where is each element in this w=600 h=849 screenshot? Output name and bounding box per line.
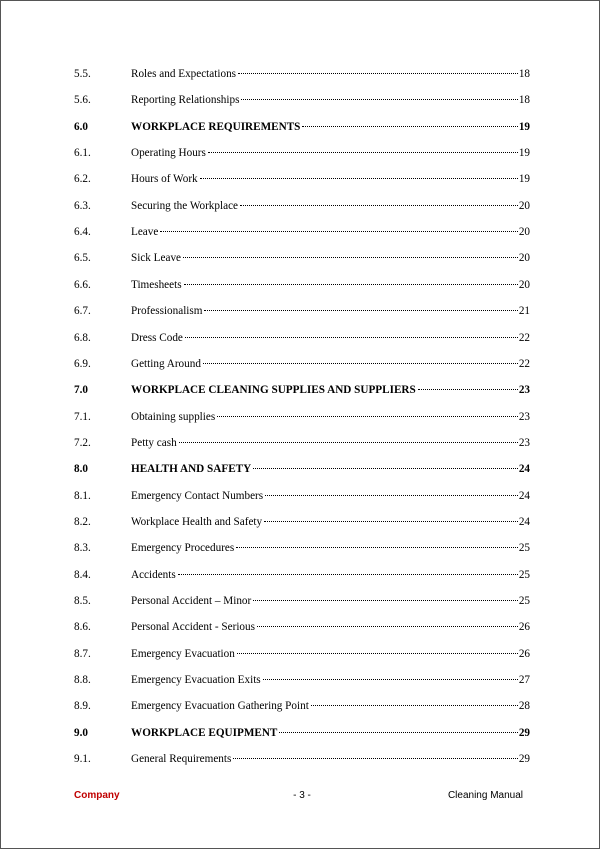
toc-entry[interactable] [74, 618, 530, 636]
toc-entry[interactable] [74, 170, 530, 188]
toc-entry[interactable] [74, 91, 530, 109]
toc-entry[interactable] [74, 118, 530, 136]
footer-page-number: - 3 - [293, 790, 311, 801]
toc-entry-title: Roles and Expectations [131, 68, 237, 80]
toc-entry-title: Securing the Workplace [131, 199, 239, 212]
toc-dot-leader [311, 705, 518, 706]
toc-entry-line [131, 592, 530, 610]
toc-entry-line [131, 618, 530, 636]
toc-entry-page: 24 [518, 463, 530, 476]
toc-entry[interactable] [74, 434, 530, 452]
toc-entry-title: Personal Accident – Minor [131, 595, 252, 607]
toc-entry[interactable] [74, 249, 530, 267]
toc-entry[interactable] [74, 487, 530, 505]
toc-entry[interactable] [74, 355, 530, 373]
toc-entry-number: 6.5. [74, 252, 91, 265]
toc-dot-leader [257, 626, 518, 627]
toc-entry-title: Personal Accident - Serious [131, 621, 255, 634]
toc-entry-line [131, 355, 530, 373]
toc-entry-page: 21 [518, 305, 530, 318]
toc-dot-leader [240, 205, 518, 206]
toc-entry-title: Reporting Relationships [131, 94, 240, 107]
toc-entry-title: Emergency Evacuation Exits [131, 674, 261, 687]
toc-dot-leader [237, 653, 518, 654]
toc-entry-page: 19 [518, 120, 530, 133]
toc-entry-title: Emergency Procedures [131, 542, 235, 555]
toc-entry-number: 8.0 [74, 463, 88, 476]
toc-entry-title: Leave [131, 226, 159, 239]
toc-entry-number: 6.3. [74, 199, 91, 212]
toc-entry-line [131, 276, 530, 294]
toc-entry-number: 9.1. [74, 753, 91, 766]
toc-entry-line [131, 223, 530, 241]
toc-dot-leader [253, 468, 518, 469]
toc-entry[interactable] [74, 566, 530, 584]
toc-dot-leader [253, 600, 518, 601]
toc-dot-leader [203, 363, 518, 364]
toc-dot-leader [208, 152, 518, 153]
toc-entry-page: 27 [518, 674, 530, 687]
toc-entry-number: 8.6. [74, 621, 91, 634]
toc-entry-number: 5.5. [74, 68, 91, 80]
toc-entry-title: WORKPLACE EQUIPMENT [131, 726, 278, 739]
toc-entry-title: Getting Around [131, 357, 201, 370]
toc-entry-page: 18 [518, 68, 530, 80]
toc-entry-page: 28 [518, 700, 530, 713]
toc-entry[interactable] [74, 592, 530, 610]
toc-entry-title: Timesheets [131, 278, 182, 291]
toc-entry[interactable] [74, 329, 530, 347]
toc-dot-leader [185, 337, 518, 338]
toc-entry-line [131, 329, 530, 347]
toc-entry-line [131, 487, 530, 505]
toc-entry-number: 8.3. [74, 542, 91, 555]
toc-entry[interactable] [74, 697, 530, 715]
toc-entry-page: 29 [518, 726, 530, 739]
toc-entry-title: HEALTH AND SAFETY [131, 463, 252, 476]
toc-entry-page: 24 [518, 515, 530, 528]
toc-entry-title: Accidents [131, 568, 176, 581]
toc-entry[interactable] [74, 671, 530, 689]
toc-entry-page: 25 [518, 542, 530, 555]
toc-dot-leader [179, 442, 518, 443]
toc-entry-page: 23 [518, 384, 530, 397]
toc-entry-number: 6.2. [74, 173, 91, 186]
toc-entry-number: 5.6. [74, 94, 91, 107]
toc-entry[interactable] [74, 539, 530, 557]
footer-document-name: Cleaning Manual [447, 790, 523, 801]
toc-dot-leader [279, 732, 517, 733]
toc-entry-page: 22 [518, 331, 530, 344]
toc-entry-page: 26 [518, 647, 530, 660]
toc-entry-title: Sick Leave [131, 252, 182, 265]
toc-entry[interactable] [74, 513, 530, 531]
toc-entry-title: Dress Code [131, 331, 183, 344]
toc-entry[interactable] [74, 65, 530, 83]
toc-entry-number: 6.1. [74, 147, 91, 160]
toc-entry[interactable] [74, 750, 530, 768]
toc-entry-page: 18 [518, 94, 530, 107]
toc-entry-title: General Requirements [131, 753, 232, 766]
toc-entry-page: 19 [518, 147, 530, 160]
toc-entry-number: 8.8. [74, 674, 91, 687]
toc-entry-line [131, 381, 530, 399]
toc-entry-title: Emergency Evacuation Gathering Point [131, 700, 309, 713]
toc-entry-title: Emergency Evacuation [131, 647, 235, 660]
toc-entry-line [131, 539, 530, 557]
toc-entry[interactable] [74, 645, 530, 663]
toc-entry-number: 8.1. [74, 489, 91, 502]
toc-entry-line [131, 645, 530, 663]
toc-dot-leader [302, 126, 517, 127]
footer-company: Company [74, 790, 120, 801]
toc-entry-page: 22 [518, 357, 530, 370]
toc-entry[interactable] [74, 144, 530, 162]
toc-entry-line [131, 170, 530, 188]
toc-entry-number: 8.4. [74, 568, 91, 581]
toc-entry-number: 6.7. [74, 305, 91, 318]
toc-entry-line [131, 697, 530, 715]
toc-entry-line [131, 65, 530, 83]
toc-entry-number: 7.0 [74, 384, 88, 397]
toc-entry-page: 20 [518, 278, 530, 291]
toc-entry-line [131, 197, 530, 215]
toc-entry-line [131, 91, 530, 109]
toc-entry-number: 8.5. [74, 595, 91, 607]
toc-entry[interactable] [74, 460, 530, 478]
toc-entry-line [131, 724, 530, 742]
toc-entry-page: 20 [518, 252, 530, 265]
toc-entry-number: 7.1. [74, 410, 91, 423]
toc-entry-page: 23 [518, 410, 530, 423]
toc-entry-number: 6.9. [74, 357, 91, 370]
toc-entry-page: 25 [518, 568, 530, 581]
toc-entry-title: Obtaining supplies [131, 410, 216, 423]
toc-entry-page: 20 [518, 226, 530, 239]
toc-entry-page: 29 [518, 753, 530, 766]
toc-entry-page: 24 [518, 489, 530, 502]
toc-entry-line [131, 566, 530, 584]
toc-entry-line [131, 408, 530, 426]
toc-entry-line [131, 434, 530, 452]
toc-entry[interactable] [74, 381, 530, 399]
toc-dot-leader [183, 257, 518, 258]
toc-dot-leader [178, 574, 518, 575]
toc-entry-line [131, 460, 530, 478]
toc-entry[interactable] [74, 302, 530, 320]
toc-dot-leader [263, 679, 518, 680]
toc-entry[interactable] [74, 197, 530, 215]
toc-dot-leader [233, 758, 517, 759]
toc-entry-number: 6.0 [74, 120, 88, 133]
toc-dot-leader [238, 73, 518, 74]
toc-entry-page: 26 [518, 621, 530, 634]
toc-entry-line [131, 249, 530, 267]
toc-entry-number: 6.4. [74, 226, 91, 239]
toc-entry-line [131, 513, 530, 531]
toc-entry-number: 9.0 [74, 726, 88, 739]
toc-dot-leader [217, 416, 518, 417]
toc-entry-number: 6.6. [74, 278, 91, 291]
toc-entry-title: Petty cash [131, 436, 177, 449]
toc-entry-title: WORKPLACE CLEANING SUPPLIES AND SUPPLIERS [131, 384, 416, 397]
toc-entry-page: 19 [518, 173, 530, 186]
toc-dot-leader [241, 99, 517, 100]
toc-entry-number: 6.8. [74, 331, 91, 344]
toc-entry-number: 7.2. [74, 436, 91, 449]
toc-entry-line [131, 750, 530, 768]
toc-dot-leader [264, 521, 518, 522]
toc-entry-title: WORKPLACE REQUIREMENTS [131, 120, 301, 133]
toc-entry[interactable] [74, 223, 530, 241]
toc-entry-title: Professionalism [131, 305, 203, 318]
page-footer [74, 790, 530, 806]
toc-entry-title: Operating Hours [131, 147, 206, 160]
toc-dot-leader [200, 178, 518, 179]
toc-entry-page: 23 [518, 436, 530, 449]
toc-entry-number: 8.9. [74, 700, 91, 713]
toc-entry[interactable] [74, 276, 530, 294]
toc-entry[interactable] [74, 724, 530, 742]
toc-entry-page: 25 [518, 595, 530, 607]
toc-dot-leader [236, 547, 518, 548]
toc-entry-title: Hours of Work [131, 173, 198, 186]
toc-entry-number: 8.7. [74, 647, 91, 660]
toc-entry-page: 20 [518, 199, 530, 212]
toc-dot-leader [184, 284, 518, 285]
toc-entry-line [131, 118, 530, 136]
toc-entry[interactable] [74, 408, 530, 426]
toc-dot-leader [265, 495, 518, 496]
toc-entry-title: Emergency Contact Numbers [131, 489, 264, 502]
toc-entry-title: Workplace Health and Safety [131, 515, 263, 528]
toc-entry-line [131, 144, 530, 162]
toc-dot-leader [160, 231, 517, 232]
toc-entry-line [131, 671, 530, 689]
toc-entry-number: 8.2. [74, 515, 91, 528]
toc-dot-leader [204, 310, 517, 311]
toc-entry-line [131, 302, 530, 320]
toc-dot-leader [418, 389, 518, 390]
